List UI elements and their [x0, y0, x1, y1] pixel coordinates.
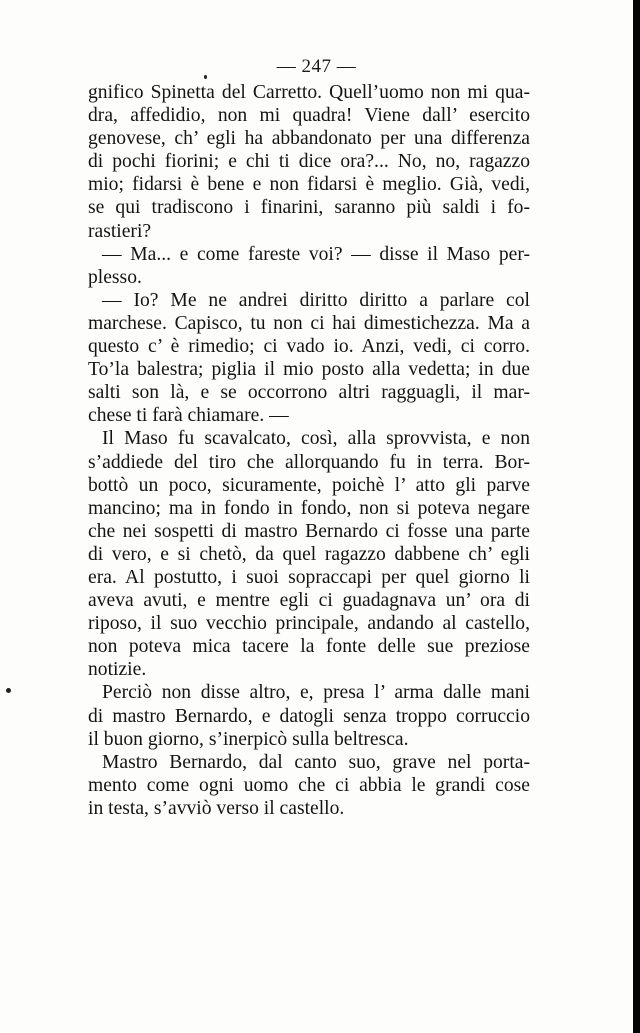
text-line: questo c’ è rimedio; ci vado io. Anzi, vedi, ci corro. [88, 336, 530, 358]
text-line: aveva avuti, e mentre egli ci guadagnava un’ ora di [88, 590, 530, 612]
text-line: mio; fidarsi è bene e non fidarsi è meglio. Già, vedi, [88, 174, 530, 196]
text-line: dra, affedidio, non mi quadra! Viene dall’ esercito [88, 105, 530, 127]
text-line: mancino; ma in fondo in fondo, non si poteva negare [88, 497, 530, 519]
text-line: in testa, s’avviò verso il castello. [88, 797, 345, 819]
page-number: — 247 — [276, 56, 357, 77]
text-line: gnifico Spinetta del Carretto. Quell’uomo non mi qua- [88, 82, 530, 103]
text-line: genovese, ch’ egli ha abbandonato per una differenza [88, 128, 530, 150]
text-line: Mastro Bernardo, dal canto suo, grave nel porta- [102, 751, 530, 773]
text-line: marchese. Capisco, tu non ci hai dimestichezza. Ma a [88, 312, 530, 334]
ink-spot [6, 688, 11, 693]
text-line: Perciò non disse altro, e, presa l’ arma dalle mani [102, 682, 530, 704]
text-line: — Io? Me ne andrei diritto diritto a parlare col [102, 289, 530, 311]
ink-speck [204, 75, 207, 79]
text-line: Il Maso fu scavalcato, così, alla sprovvista, e non [102, 428, 530, 450]
text-line: rastieri? [88, 220, 152, 242]
body-text [88, 81, 530, 820]
text-line: chese ti farà chiamare. — [88, 405, 289, 427]
text-line: plesso. [88, 266, 142, 288]
text-line: riposo, il suo vecchio principale, andando al castello, [88, 613, 530, 635]
text-line: salti son là, e se occorrono altri ragguagli, il mar- [88, 382, 530, 404]
text-line: — Ma... e come fareste voi? — disse il Maso per- [102, 243, 530, 265]
text-line: non poteva mica tacere la fonte delle sue preziose [88, 636, 530, 658]
text-line: che nei sospetti di mastro Bernardo ci fosse una parte [88, 520, 530, 542]
text-line: di vero, e si chetò, da quel ragazzo dabbene ch’ egli [88, 543, 530, 565]
text-line: il buon giorno, s’inerpicò sulla beltresca. [88, 728, 409, 750]
text-line: s’addiede del tiro che allorquando fu in terra. Bor- [88, 451, 530, 473]
text-line: di pochi fiorini; e chi ti dice ora?... No, no, ragazzo [88, 151, 530, 173]
text-line: To’la balestra; piglia il mio posto alla vedetta; in due [88, 359, 530, 381]
text-line: notizie. [88, 659, 147, 681]
text-line: era. Al postutto, i suoi sopraccapi per quel giorno li [88, 566, 530, 588]
text-line: se qui tradiscono i finarini, saranno più saldi i fo- [88, 197, 530, 219]
text-line: mento come ogni uomo che ci abbia le grandi cose [88, 774, 530, 796]
text-line: bottò un poco, sicuramente, poichè l’ atto gli parve [88, 474, 530, 496]
text-line: di mastro Bernardo, e datogli senza troppo corruccio [88, 705, 530, 727]
